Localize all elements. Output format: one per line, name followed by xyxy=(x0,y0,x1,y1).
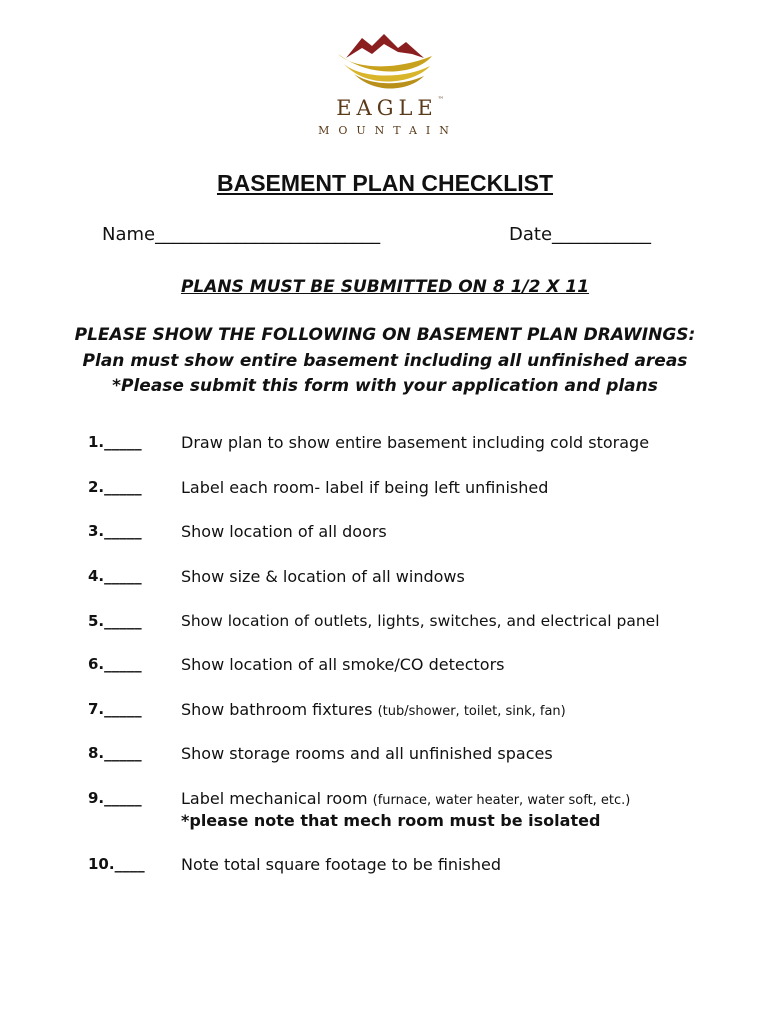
item-text: Show location of outlets, lights, switches, and electrical panel xyxy=(181,612,660,630)
item-text: Note total square footage to be finished xyxy=(181,855,501,874)
item-number-blank[interactable]: 6._____ xyxy=(88,655,142,673)
item-number-blank[interactable]: 10.____ xyxy=(88,855,145,873)
item-text: Show bathroom fixtures (tub/shower, toilet, sink, fan) xyxy=(181,700,566,719)
item-number-blank[interactable]: 2._____ xyxy=(88,478,142,496)
item-text: Show location of all smoke/CO detectors xyxy=(181,655,505,674)
eagle-mountain-logo xyxy=(300,28,470,140)
item-number-blank[interactable]: 4._____ xyxy=(88,567,142,585)
item-number-blank[interactable]: 8._____ xyxy=(88,744,142,762)
instruction-heading: PLEASE SHOW THE FOLLOWING ON BASEMENT PLAN DRAWINGS: xyxy=(74,325,696,345)
item-text: Label mechanical room (furnace, water heater, water soft, etc.) xyxy=(181,789,631,808)
name-field[interactable]: Name_________________________ xyxy=(102,224,381,245)
item-number-blank[interactable]: 7._____ xyxy=(88,700,142,718)
eagle-mountain-emblem-icon xyxy=(332,28,438,94)
item-number-blank[interactable]: 1._____ xyxy=(88,433,142,451)
item-text: Draw plan to show entire basement including cold storage xyxy=(181,433,650,452)
item-number-blank[interactable]: 5._____ xyxy=(88,612,142,630)
item-text: Show location of all doors xyxy=(181,522,387,541)
item-text: Show size & location of all windows xyxy=(181,567,465,586)
item-note: *please note that mech room must be isolated xyxy=(181,811,601,830)
instruction-line: Plan must show entire basement including all unfinished areas xyxy=(82,351,688,371)
logo-eagle-text: EAGLE™ xyxy=(336,96,444,120)
logo-mountain-text: MOUNTAIN xyxy=(318,124,458,137)
item-text: Show storage rooms and all unfinished spaces xyxy=(181,744,553,763)
date-field[interactable]: Date___________ xyxy=(509,224,652,245)
item-text: Label each room- label if being left unfinished xyxy=(181,478,549,497)
item-number-blank[interactable]: 9._____ xyxy=(88,789,142,807)
plans-size-note: PLANS MUST BE SUBMITTED ON 8 1/2 X 11 xyxy=(180,277,590,297)
page-title: BASEMENT PLAN CHECKLIST xyxy=(216,170,554,196)
instruction-line: *Please submit this form with your application and plans xyxy=(112,376,658,396)
item-number-blank[interactable]: 3._____ xyxy=(88,522,142,540)
